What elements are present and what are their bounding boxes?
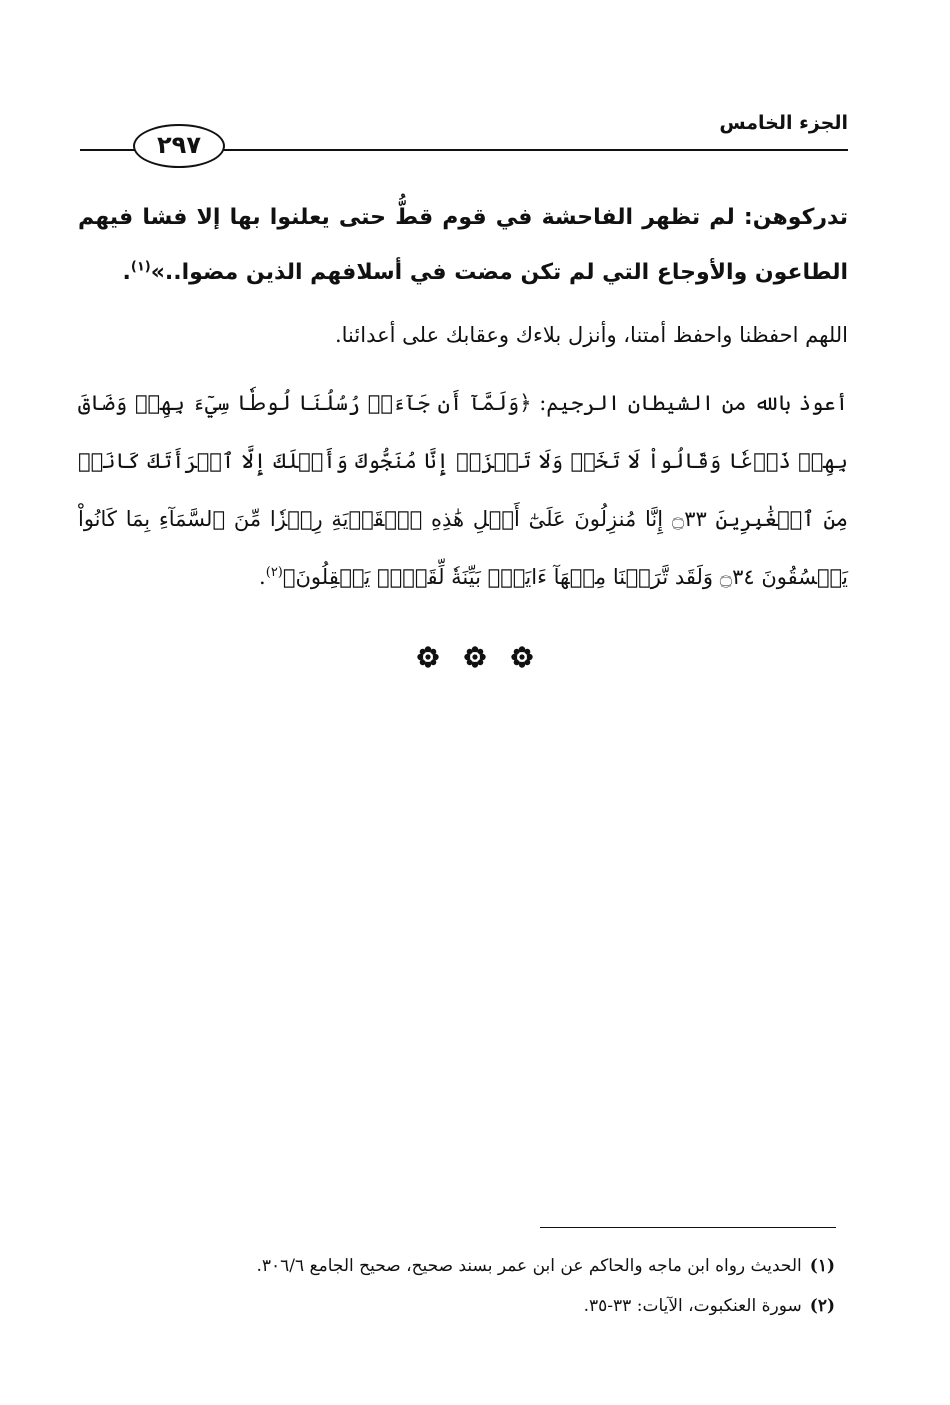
footnote-number: (٢): [809, 1296, 835, 1316]
page-number-badge: ٢٩٧: [133, 124, 225, 168]
flower-ornament-icon: [463, 645, 487, 669]
verse-intro: أعوذ بالله من الشيطان الرجيم:: [531, 391, 849, 415]
footnote-marker-1[interactable]: (١): [130, 259, 151, 275]
footnote-1: [95, 1246, 835, 1286]
verse-paragraph: [78, 374, 848, 606]
footnote-number: (١): [809, 1256, 835, 1276]
footnote-text: الحديث رواه ابن ماجه والحاكم عن ابن عمر بسند صحيح، صحيح الجامع ٣٠٦/٦.: [256, 1256, 802, 1276]
hadith-end: .: [122, 260, 131, 285]
hadith-text: تدركوهن: لم تظهر الفاحشة في قوم قطُّ حتى يعلنوا بها إلا فشا فيهم الطاعون والأوجاع التي لم تكن مضت في أسلافهم الذين مضوا..»: [78, 205, 848, 285]
section-divider-ornaments: [0, 645, 950, 669]
running-header-title: الجزء الخامس: [719, 112, 848, 134]
flower-ornament-icon: [416, 645, 440, 669]
footnotes: [95, 1246, 835, 1326]
footnote-2: [95, 1286, 835, 1326]
footnote-marker-2[interactable]: (٢): [265, 565, 283, 580]
dua-paragraph: اللهم احفظنا واحفظ أمتنا، وأنزل بلاءك وعقابك على أعدائنا.: [334, 323, 848, 347]
verse-end: .: [259, 565, 266, 589]
flower-ornament-icon: [510, 645, 534, 669]
footnote-separator: [540, 1227, 836, 1228]
footnote-text: سورة العنكبوت، الآيات: ٣٣-٣٥.: [583, 1296, 802, 1316]
quran-verse: ﴿وَلَمَّآ أَن جَآءَتۡ رُسُلُنَا لُوطٗا سِيٓءَ بِهِمۡ وَضَاقَ بِهِمۡ ذَرۡعٗا وَقَالُواْ لَا تَخَفۡ وَلَا تَحۡزَنۡ إِنَّا مُنَجُّوكَ وَأَهۡلَكَ إِلَّا ٱمۡرَأَتَكَ كَانَتۡ مِنَ ٱلۡغَٰبِرِينَ ۝٣٣ إِنَّا مُنزِلُونَ عَلَىٰٓ أَهۡلِ هَٰذِهِ ٱلۡقَرۡيَةِ رِجۡزٗا مِّنَ ٱلسَّمَآءِ بِمَا كَانُواْ يَفۡسُقُونَ ۝٣٤ وَلَقَد تَّرَكۡنَا مِنۡهَآ ءَايَةَۢ بَيِّنَةٗ لِّقَوۡمٖ يَعۡقِلُونَ﴾: [78, 391, 848, 589]
main-text: [78, 190, 848, 606]
hadith-paragraph: [78, 190, 848, 300]
